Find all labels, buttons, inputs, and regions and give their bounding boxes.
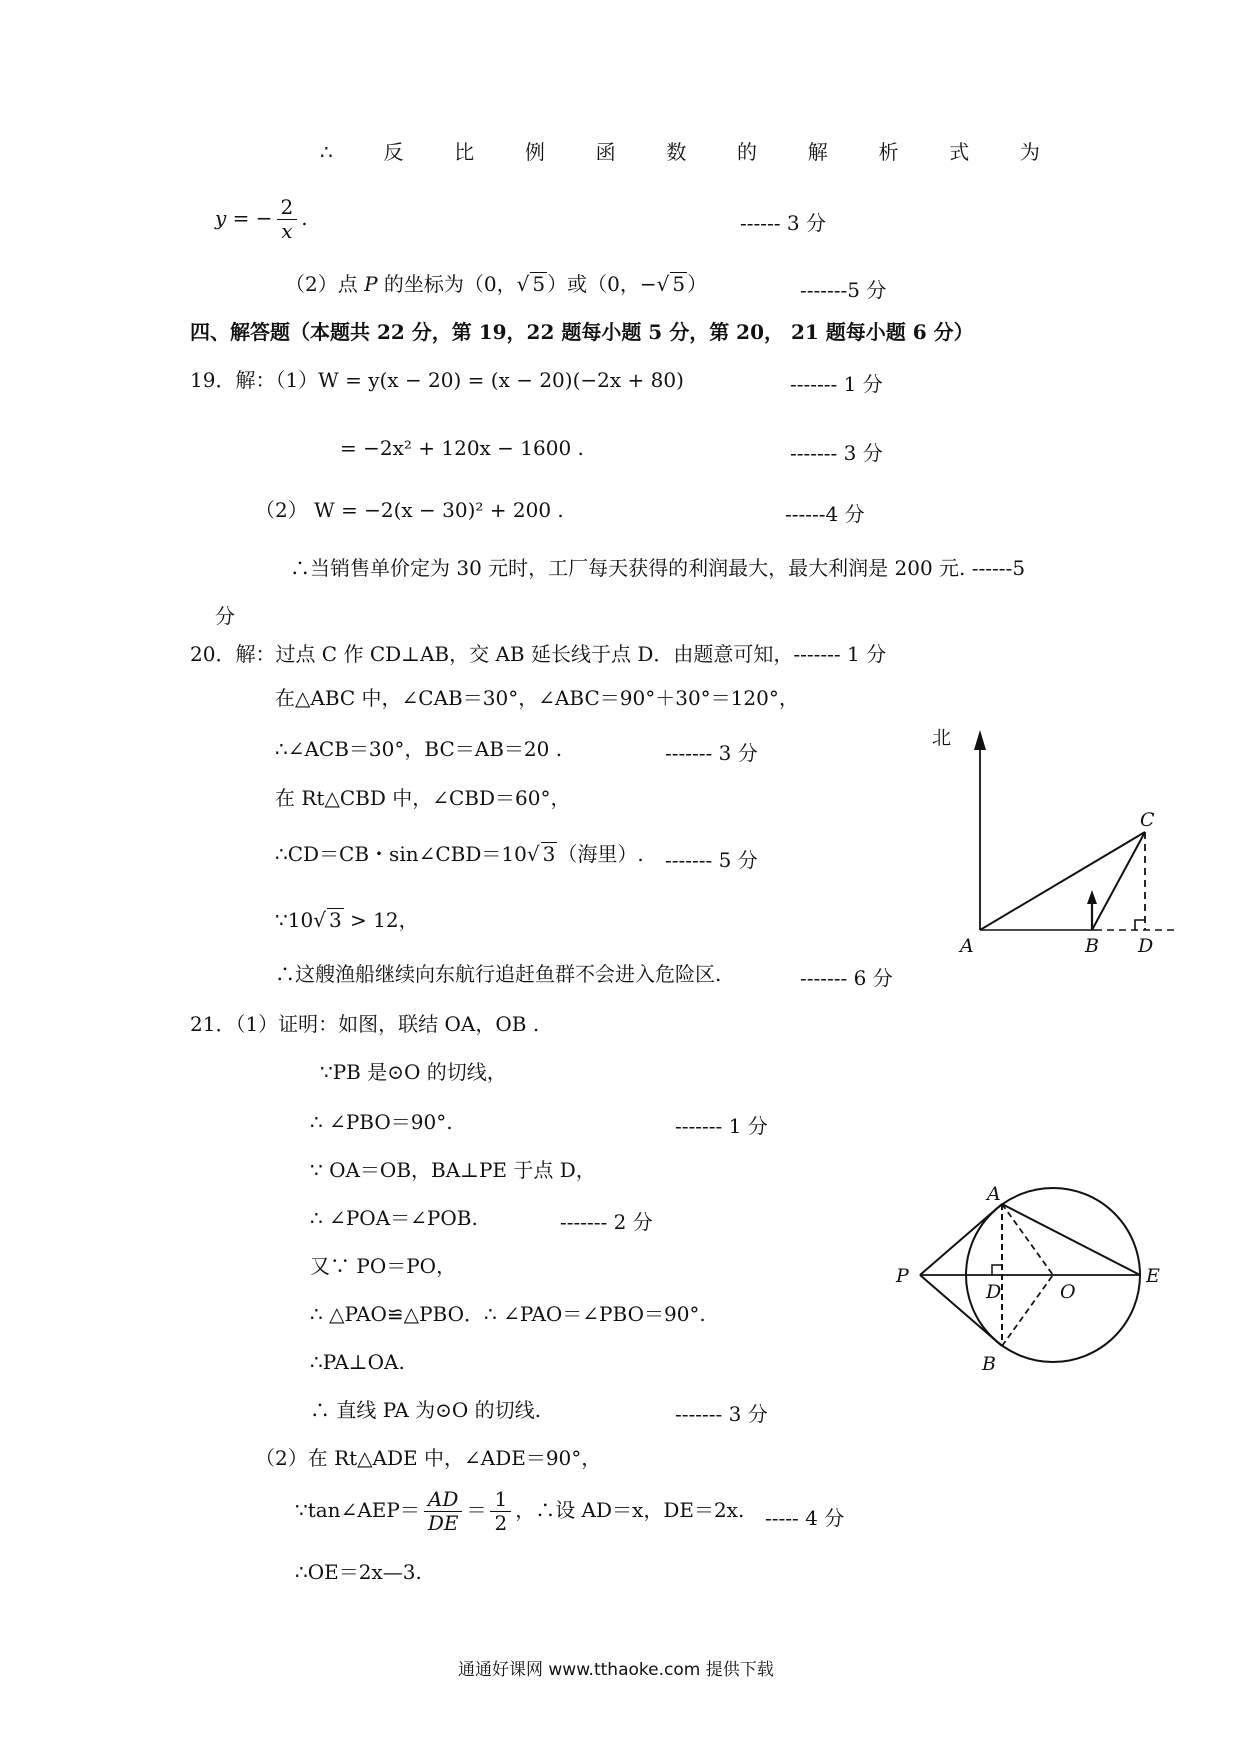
q21-line-3: ∴ ∠PBO＝90°. [310, 1110, 453, 1134]
spread-char: 函 [595, 140, 616, 164]
spread-char: 析 [878, 140, 899, 164]
point-label-d: D [986, 1281, 1002, 1303]
score-mark: ------- 3 分 [665, 741, 758, 765]
q20-line-7: ∴这艘渔船继续向东航行追赶鱼群不会进入危险区. [275, 962, 722, 986]
score-mark: ------- 3 分 [790, 441, 883, 465]
fraction: $\frac{2}{x}$ [277, 196, 298, 243]
q20-line-6: ∵10√ 3 > 12， [275, 908, 419, 932]
score-mark: -------5 分 [800, 278, 887, 302]
point-label-o: O [1060, 1281, 1076, 1303]
q21-line-10: （2）在 Rt△ADE 中，∠ADE＝90°， [255, 1446, 602, 1470]
point-label-b: B [1085, 935, 1099, 957]
spread-char: 的 [737, 140, 758, 164]
q21-line-11: ∵tan∠AEP＝ $\frac{AD}{DE}$ ＝ $\frac{1}{2}$ ，∴设 AD＝x，DE＝2x. [295, 1487, 745, 1535]
spread-char: 反 [383, 140, 404, 164]
spread-char: 为 [1019, 140, 1040, 164]
prev-line-1 [320, 140, 1040, 164]
fraction: $\frac{1}{2}$ [490, 1488, 511, 1535]
q21-line-6: 又∵ PO＝PO， [310, 1254, 457, 1278]
spread-char: 数 [666, 140, 687, 164]
prev-line-2: y = − $\frac{2}{x}$ . [215, 195, 308, 243]
q20-line-2: 在△ABC 中，∠CAB＝30°，∠ABC＝90°＋30°＝120°， [275, 686, 799, 710]
q19-line-2: = −2x² + 120x − 1600 . [340, 436, 584, 460]
score-mark: ------- 3 分 [675, 1402, 768, 1426]
score-mark: ------- 1 分 [675, 1114, 768, 1138]
spread-char: 比 [454, 140, 475, 164]
q21-line-12: ∴OE＝2x—3. [295, 1560, 422, 1584]
q20-line-5: ∴CD＝CB・sin∠CBD＝10√ 3 （海里）. [275, 842, 644, 866]
point-label-a: A [960, 935, 974, 957]
spread-char: 例 [524, 140, 545, 164]
q19-line-5: 分 [215, 604, 235, 628]
prev-line-3: （2）点 P 的坐标为（0，√ 5 ）或（0，−√ 5 ） [285, 272, 708, 296]
score-mark: ------- 2 分 [560, 1210, 653, 1234]
score-mark: ----- 4 分 [765, 1506, 845, 1530]
q21-line-5: ∴ ∠POA＝∠POB. [310, 1206, 478, 1230]
q19-line-3: （2） W = −2(x − 30)² + 200 . [255, 498, 564, 522]
q21-line-9: ∴ 直线 PA 为⊙O 的切线. [310, 1398, 542, 1422]
q19-line-1: 19．解：（1）W = y(x − 20) = (x − 20)(−2x + 80) [190, 368, 684, 392]
score-mark: ------- 5 分 [665, 848, 758, 872]
q21-line-4: ∵ OA＝OB，BA⊥PE 于点 D， [310, 1158, 596, 1182]
point-label-d: D [1138, 935, 1154, 957]
q21-line-8: ∴PA⊥OA. [310, 1350, 405, 1374]
north-label: 北 [932, 727, 952, 749]
score-mark: ------- 1 分 [790, 372, 883, 396]
q20-line-1: 20．解：过点 C 作 CD⊥AB，交 AB 延长线于点 D．由题意可知，------- 1 分 [190, 642, 887, 666]
q20-figure [932, 720, 1180, 960]
spread-char: 解 [807, 140, 828, 164]
point-label-e: E [1146, 1265, 1160, 1287]
point-label-a: A [987, 1183, 1001, 1205]
q20-line-3: ∴∠ACB＝30°，BC＝AB＝20 . [275, 737, 563, 761]
point-label-p: P [896, 1265, 909, 1287]
spread-char: ∴ [320, 140, 333, 164]
score-mark: ------- 6 分 [800, 966, 893, 990]
score-mark: ------4 分 [785, 502, 865, 526]
score-mark: ------ 3 分 [740, 211, 826, 235]
point-label-b: B [982, 1353, 996, 1375]
q21-figure [890, 1180, 1160, 1380]
point-label-c: C [1140, 809, 1155, 831]
fraction: $\frac{AD}{DE}$ [424, 1488, 463, 1535]
spread-char: 式 [949, 140, 970, 164]
q21-line-7: ∴ △PAO≌△PBO．∴ ∠PAO＝∠PBO＝90°. [310, 1302, 706, 1326]
q20-line-4: 在 Rt△CBD 中，∠CBD＝60°， [275, 786, 571, 810]
section-heading: 四、解答题（本题共 22 分，第 19，22 题每小题 5 分，第 20， 21 题每小题 6 分） [190, 320, 974, 344]
q19-line-4: ∴当销售单价定为 30 元时，工厂每天获得的利润最大，最大利润是 200 元. ------5 [290, 556, 1026, 580]
q21-line-1: 21．（1）证明：如图，联结 OA，OB . [190, 1012, 540, 1036]
q21-line-2: ∵PB 是⊙O 的切线， [320, 1060, 507, 1084]
page-footer: 通通好课网 www.tthaoke.com 提供下载 [458, 1660, 774, 1680]
